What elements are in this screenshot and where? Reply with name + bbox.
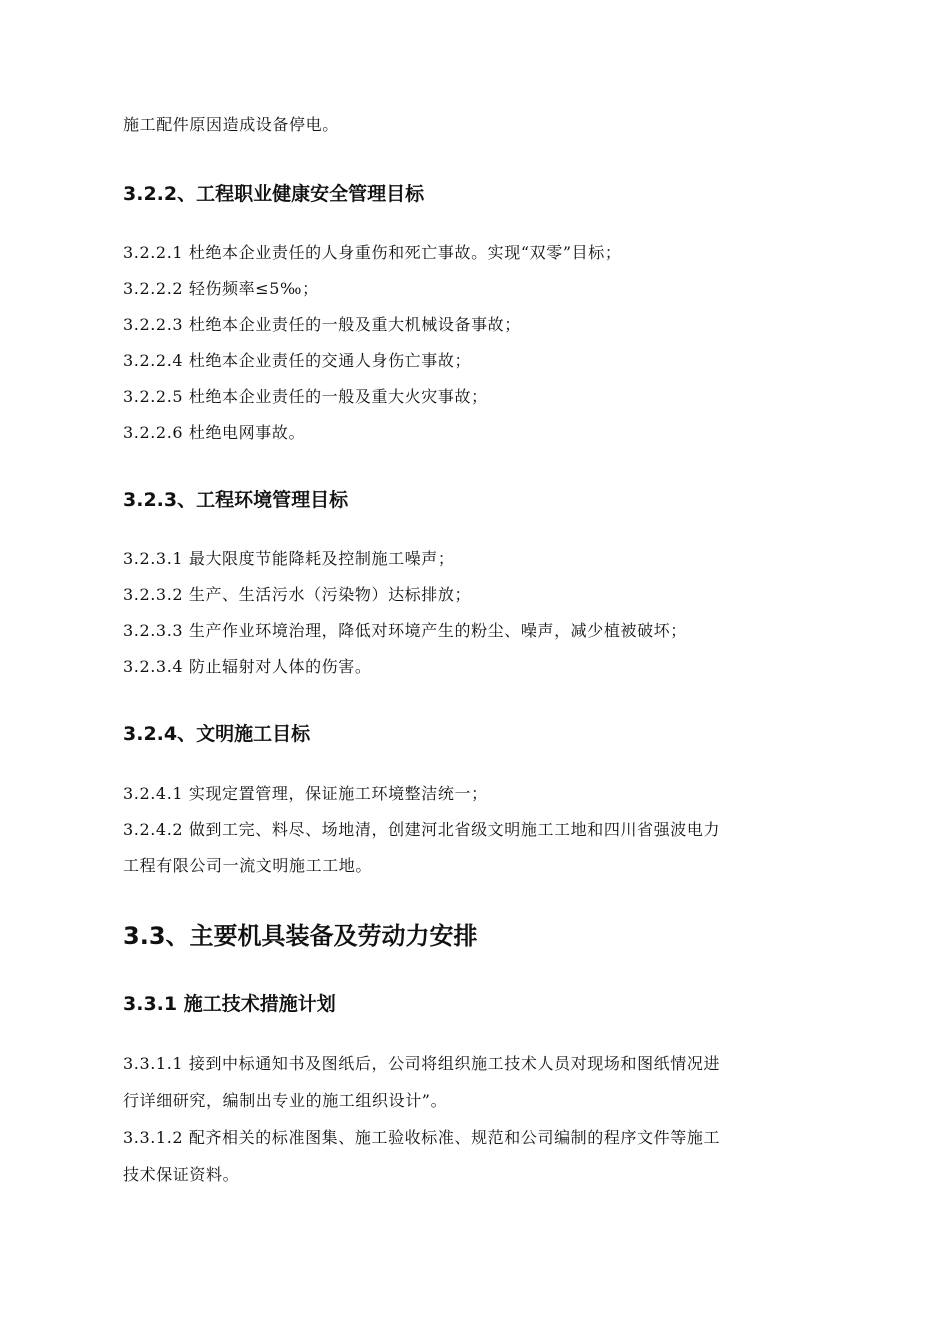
list-item-3-2-4-2-line-1: 3.2.4.2 做到工完、料尽、场地清，创建河北省级文明施工工地和四川省强波电力 (123, 820, 721, 839)
list-item-3-2-4-1: 3.2.4.1 实现定置管理，保证施工环境整洁统一； (123, 784, 488, 803)
list-item-3-2-3-4: 3.2.3.4 防止辐射对人体的伤害。 (123, 657, 372, 676)
list-item-3-3-1-2-line-1: 3.3.1.2 配齐相关的标准图集、施工验收标准、规范和公司编制的程序文件等施工 (123, 1128, 721, 1147)
list-item-3-3-1-1-line-1: 3.3.1.1 接到中标通知书及图纸后，公司将组织施工技术人员对现场和图纸情况进 (123, 1054, 721, 1073)
list-item-3-2-2-3: 3.2.2.3 杜绝本企业责任的一般及重大机械设备事故； (123, 315, 521, 334)
list-item-3-3-1-1-line-2: 行详细研究，编制出专业的施工组织设计”。 (123, 1091, 448, 1110)
heading-3-3-1: 3.3.1 施工技术措施计划 (123, 993, 336, 1015)
list-item-3-2-2-2: 3.2.2.2 轻伤频率≤5‰； (123, 279, 319, 298)
list-item-3-2-2-5: 3.2.2.5 杜绝本企业责任的一般及重大火灾事故； (123, 387, 488, 406)
list-item-3-2-4-2-line-2: 工程有限公司一流文明施工工地。 (123, 856, 373, 875)
list-item-3-2-2-6: 3.2.2.6 杜绝电网事故。 (123, 423, 306, 442)
list-item-3-2-3-2: 3.2.3.2 生产、生活污水（污染物）达标排放； (123, 585, 472, 604)
list-item-3-2-2-1: 3.2.2.1 杜绝本企业责任的人身重伤和死亡事故。实现“双零”目标； (123, 243, 622, 262)
list-item-3-2-2-4: 3.2.2.4 杜绝本企业责任的交通人身伤亡事故； (123, 351, 472, 370)
paragraph-intro-tail: 施工配件原因造成设备停电。 (123, 115, 339, 134)
heading-3-3: 3.3、主要机具装备及劳动力安排 (123, 922, 478, 950)
list-item-3-3-1-2-line-2: 技术保证资料。 (123, 1165, 240, 1184)
heading-3-2-2: 3.2.2、工程职业健康安全管理目标 (123, 183, 425, 205)
heading-3-2-4: 3.2.4、文明施工目标 (123, 723, 311, 745)
list-item-3-2-3-1: 3.2.3.1 最大限度节能降耗及控制施工噪声； (123, 549, 455, 568)
heading-3-2-3: 3.2.3、工程环境管理目标 (123, 489, 349, 511)
list-item-3-2-3-3: 3.2.3.3 生产作业环境治理，降低对环境产生的粉尘、噪声，减少植被破坏； (123, 621, 687, 640)
